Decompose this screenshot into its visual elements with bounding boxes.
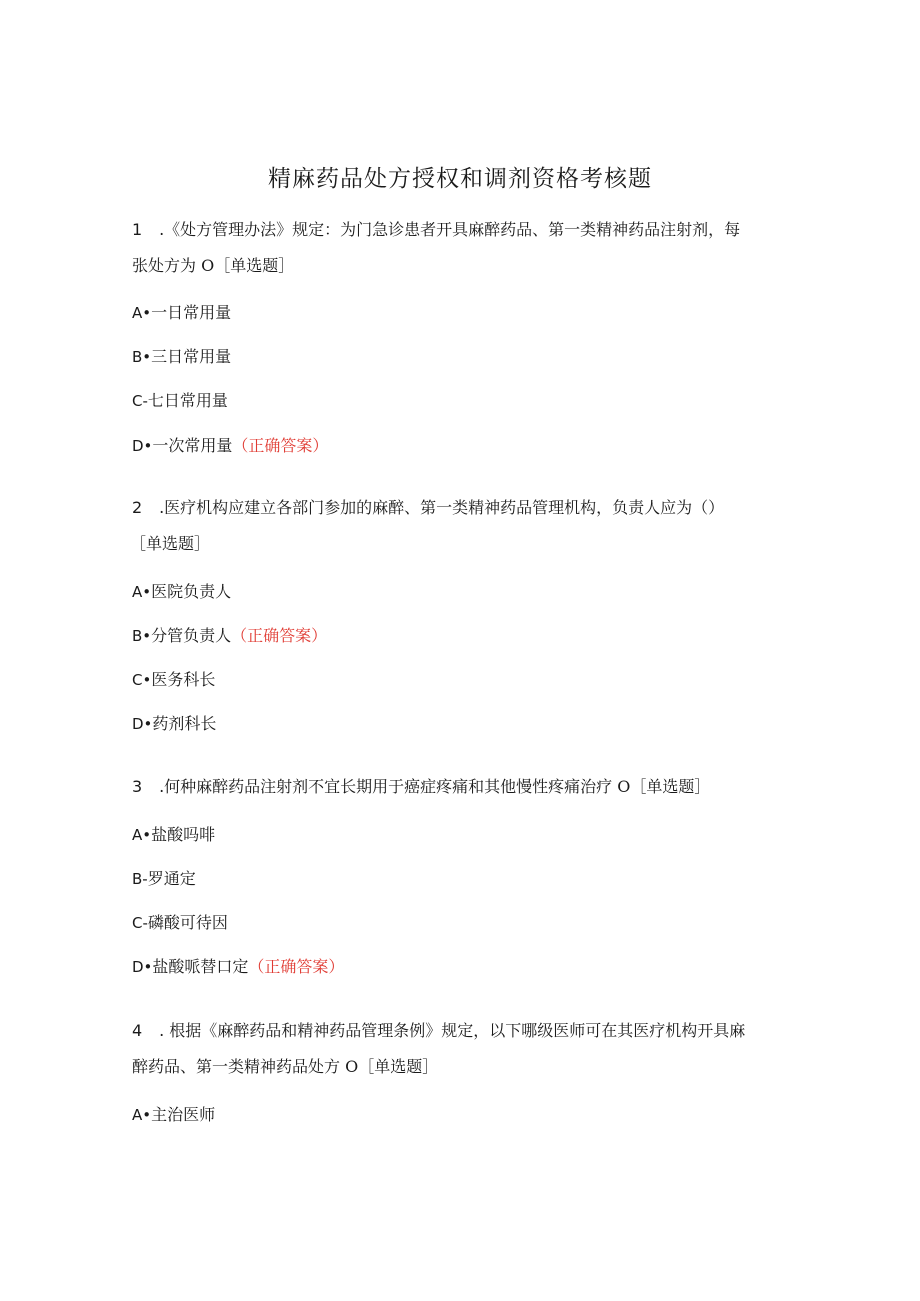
correct-answer-marker: （正确答案） — [231, 626, 328, 645]
question-3-option-c — [132, 913, 228, 933]
option-text: 七日常用量 — [147, 391, 228, 410]
question-3-option-d — [132, 957, 344, 977]
option-text: 一日常用量 — [151, 303, 232, 322]
option-letter: D• — [132, 958, 153, 976]
option-letter: C- — [132, 914, 148, 932]
option-letter: A• — [132, 304, 152, 322]
question-3-stem-line1 — [132, 777, 710, 797]
correct-answer-marker: （正确答案） — [248, 957, 345, 976]
question-number: 1 — [132, 220, 143, 239]
question-4-stem-line2: 醉药品、第一类精神药品处方 O［单选题］ — [132, 1057, 439, 1076]
question-number: 3 — [132, 777, 143, 796]
option-text: 磷酸可待因 — [147, 913, 228, 932]
question-3-option-a — [132, 825, 215, 845]
question-4-stem-line1 — [132, 1021, 745, 1041]
option-letter: D• — [132, 715, 153, 733]
option-letter: C• — [132, 671, 152, 689]
question-3-option-b — [132, 869, 196, 889]
option-letter: B• — [132, 348, 152, 366]
option-letter: B• — [132, 627, 152, 645]
question-2-stem-line1 — [132, 498, 724, 518]
question-2-stem-line2: ［单选题］ — [130, 534, 211, 553]
correct-answer-marker: （正确答案） — [232, 436, 329, 455]
option-letter: B- — [132, 870, 148, 888]
option-letter: A• — [132, 1106, 152, 1124]
question-1-option-d — [132, 436, 328, 456]
option-text: 三日常用量 — [151, 347, 232, 366]
question-text: .何种麻醉药品注射剂不宜长期用于癌症疼痛和其他慢性疼痛治疗 O［单选题］ — [154, 777, 711, 796]
question-1-option-a — [132, 303, 231, 323]
option-text: 一次常用量 — [152, 436, 233, 455]
option-text: 医务科长 — [151, 670, 216, 689]
option-letter: C- — [132, 392, 148, 410]
question-4-option-a — [132, 1105, 215, 1125]
option-text: 盐酸吗啡 — [151, 825, 216, 844]
question-1-stem-line2: 张处方为 O［单选题］ — [132, 256, 295, 275]
option-letter: D• — [132, 437, 153, 455]
question-2-option-c — [132, 670, 215, 690]
option-letter: A• — [132, 826, 152, 844]
question-1-stem-line1 — [132, 220, 740, 240]
question-2-option-d — [132, 714, 216, 734]
option-text: 盐酸哌替口定 — [152, 957, 249, 976]
question-text: .医疗机构应建立各部门参加的麻醉、第一类精神药品管理机构，负责人应为（） — [154, 498, 725, 517]
question-number: 2 — [132, 498, 143, 517]
question-text: . 根据《麻醉药品和精神药品管理条例》规定，以下哪级医师可在其医疗机构开具麻 — [154, 1021, 746, 1040]
document-title: 精麻药品处方授权和调剂资格考核题 — [268, 166, 652, 192]
option-text: 主治医师 — [151, 1105, 216, 1124]
option-text: 罗通定 — [147, 869, 196, 888]
option-text: 药剂科长 — [152, 714, 217, 733]
option-text: 分管负责人 — [151, 626, 232, 645]
question-2-option-a — [132, 582, 231, 602]
option-text: 医院负责人 — [151, 582, 232, 601]
question-text: .《处方管理办法》规定：为门急诊患者开具麻醉药品、第一类精神药品注射剂，每 — [154, 220, 741, 239]
question-2-option-b — [132, 626, 327, 646]
question-1-option-c — [132, 391, 228, 411]
question-1-option-b — [132, 347, 231, 367]
question-number: 4 — [132, 1021, 143, 1040]
option-letter: A• — [132, 583, 152, 601]
